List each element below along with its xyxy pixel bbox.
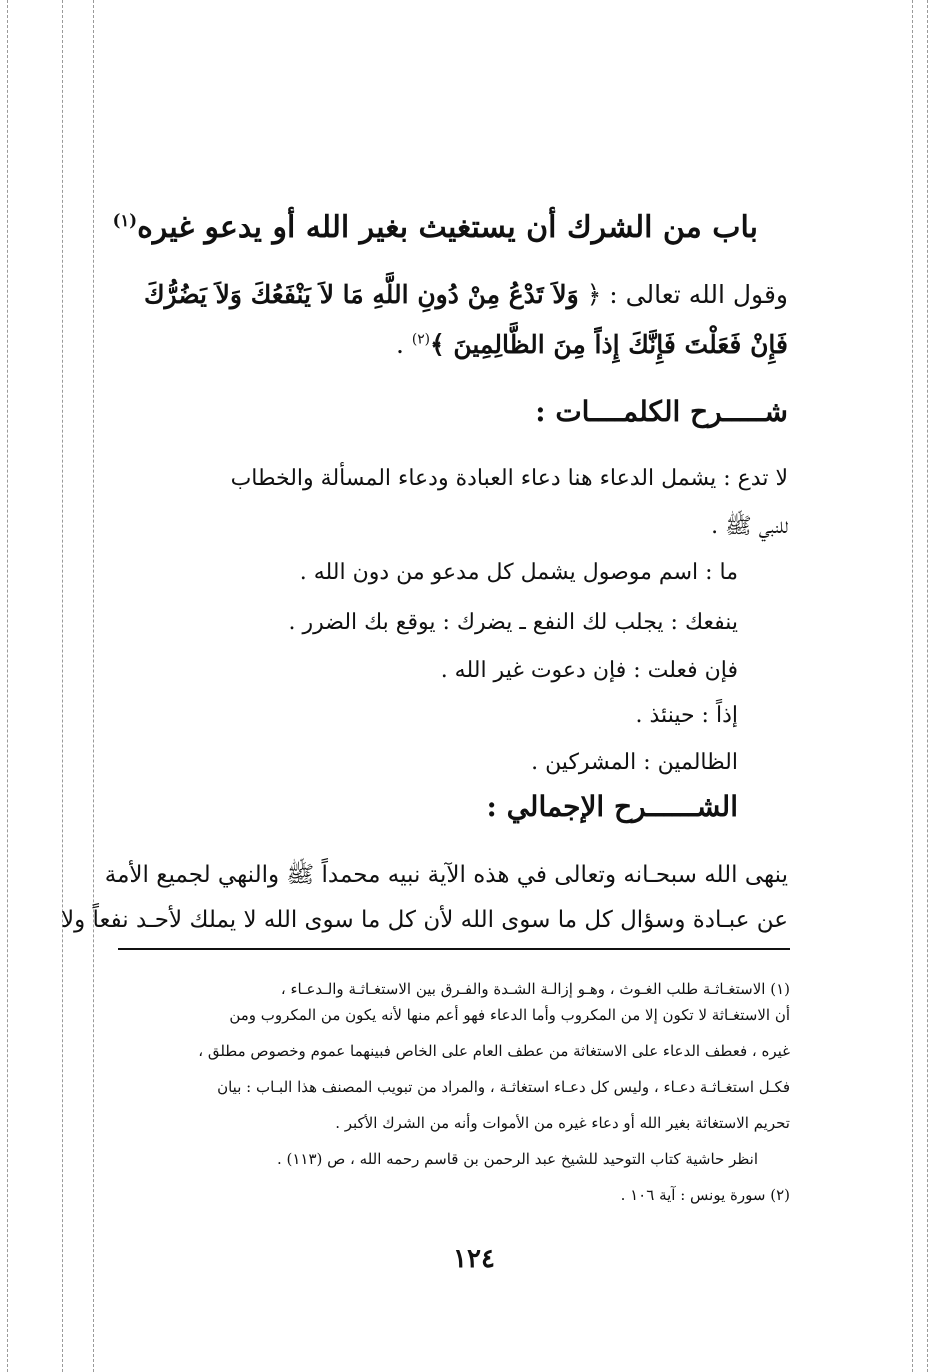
verse-end: . (395, 330, 412, 359)
binding-guide (93, 0, 94, 1372)
word-definition: الظالمين : المشركين . (531, 750, 738, 775)
footnote-line: انظر حاشية كتاب التوحيد للشيخ عبد الرحمن بن قاسم رحمه الله ، ص (١١٣) . (276, 1150, 758, 1168)
binding-guide (927, 0, 928, 1372)
words-heading: شـــــرح الكلمــــات : (535, 395, 788, 428)
binding-guide (912, 0, 913, 1372)
summary-heading: الشــــــرح الإجمالي : (486, 790, 738, 823)
verse-text: فَإِنْ فَعَلْتَ فَإِنَّكَ إِذاً مِنَ الظَّالِمِينَ ﴾ (429, 330, 788, 359)
footnote-ref: (١) (112, 211, 138, 230)
verse-line-1 (110, 280, 788, 309)
binding-guide (62, 0, 63, 1372)
word-definition: للنبي ﷺ . (711, 514, 788, 539)
footnote-line: غيره ، فعطف الدعاء على الاستغاثة من عطف العام على الخاص فبينهما عموم وخصوص مطلق ، (198, 1042, 790, 1060)
summary-paragraph-line: عن عبـادة وسؤال كل ما سوى الله لأن كل ما سوى الله لا يملك لأحـد نفعاً ولا (61, 907, 788, 933)
verse-line-2 (110, 330, 788, 359)
word-definition: إذاً : حينئذ . (635, 703, 738, 728)
chapter-title-text: باب من الشرك أن يستغيث بغير الله أو يدعو غيره (137, 210, 758, 245)
footnote-line: (٢) سورة يونس : آية ١٠٦ . (620, 1186, 790, 1204)
footnote-line: تحريم الاستغاثة بغير الله أو دعاء غيره من الأموات وأنه من الشرك الأكبر . (335, 1114, 790, 1132)
verse-intro: وقول الله تعالى : ﴿ (578, 280, 788, 309)
footnote-ref: (٢) (411, 331, 430, 348)
page-number: ١٢٤ (453, 1244, 495, 1274)
footnote-line: فكـل استغـاثـة دعـاء ، وليس كل دعـاء استغاثـة ، والمراد من تبويب المصنف هذا البـاب : بيان (217, 1078, 790, 1096)
word-definition: ما : اسم موصول يشمل كل مدعو من دون الله . (299, 560, 738, 585)
binding-guide (7, 0, 8, 1372)
word-definition: ينفعك : يجلب لك النفع ـ يضرك : يوقع بك الضرر . (288, 610, 738, 635)
word-definition: لا تدع : يشمل الدعاء هنا دعاء العبادة ودعاء المسألة والخطاب (230, 466, 788, 491)
verse-text: وَلاَ تَدْعُ مِنْ دُونِ اللَّهِ مَا لاَ يَنْفَعُكَ وَلاَ يَضُرُّكَ (143, 280, 579, 309)
word-definition: فإن فعلت : فإن دعوت غير الله . (440, 658, 738, 683)
chapter-title (112, 210, 758, 245)
footnote-divider (118, 948, 790, 950)
footnote-line: أن الاستغـاثة لا تكون إلا من المكروب وأما الدعاء فهو أعم منها لأنه يكون من المكروب ومن (229, 1006, 790, 1024)
footnote-line: (١) الاستغـاثـة طلب الغـوث ، وهـو إزالـة الشـدة والفـرق بين الاستغـاثـة والـدعـاء ، (280, 980, 790, 998)
summary-paragraph-line: ينهى الله سبحـانه وتعالى في هذه الآية نبيه محمداً ﷺ والنهي لجميع الأمة (104, 862, 788, 888)
